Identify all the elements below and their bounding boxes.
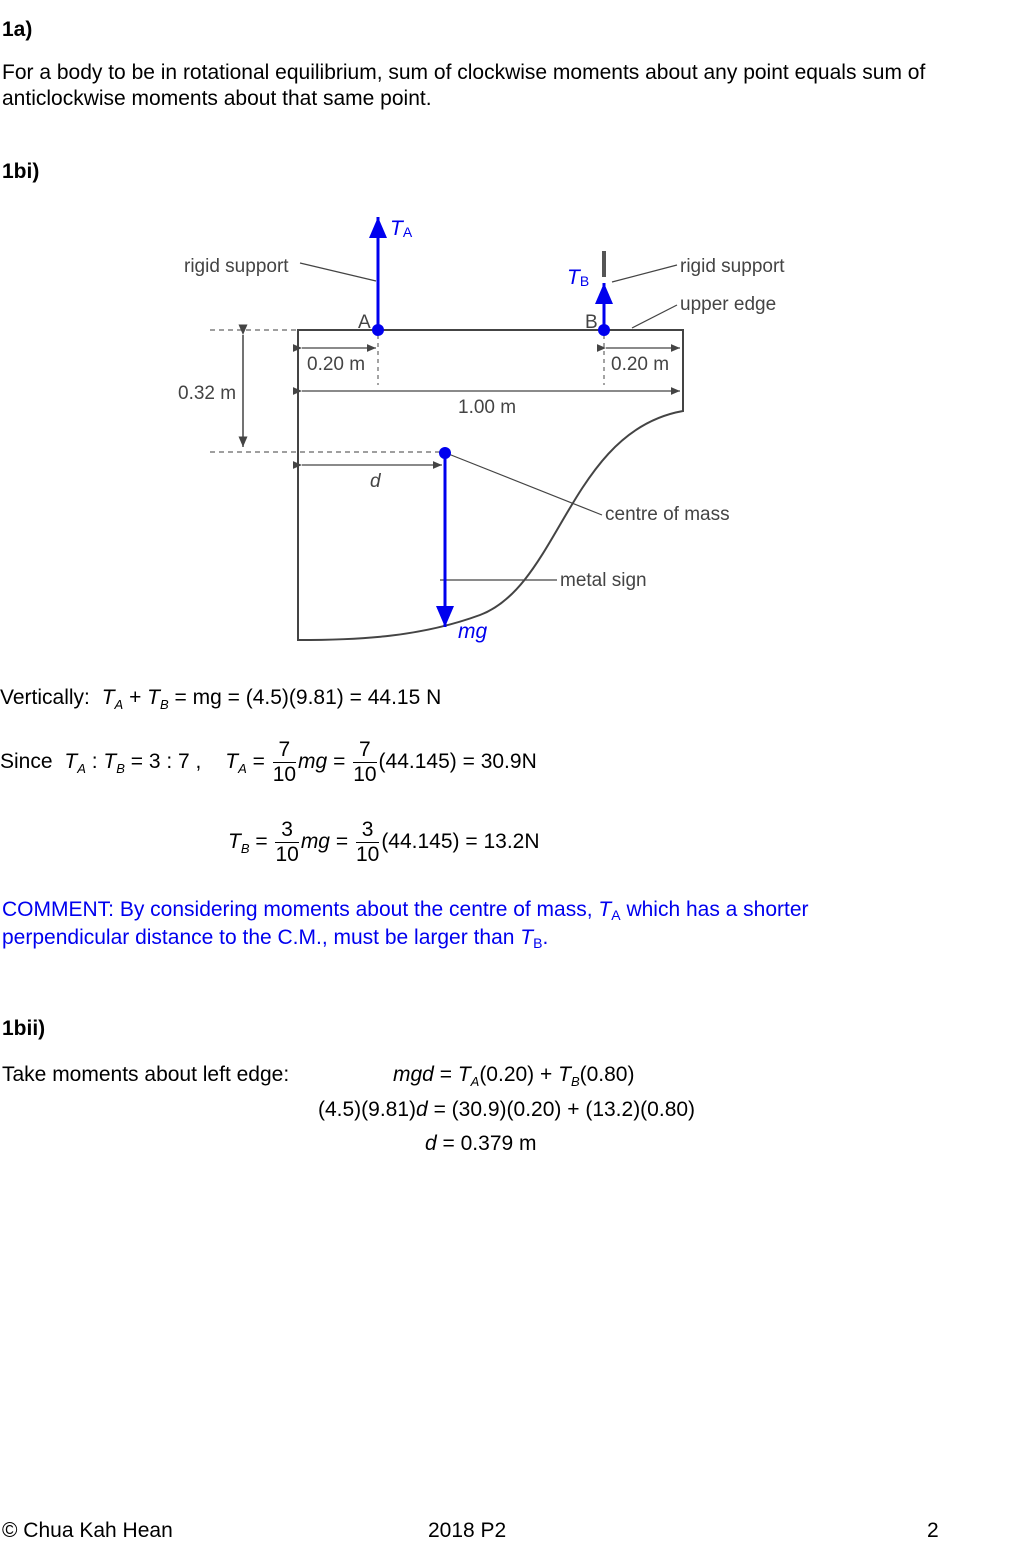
- dim-d-label: d: [370, 471, 381, 492]
- comment-line-1: COMMENT: By considering moments about the centre of mass, TA which has a shorter: [2, 898, 809, 923]
- point-a-dot: [372, 324, 384, 336]
- moments-label: Take moments about left edge:: [2, 1063, 290, 1086]
- heading-1bi: 1bi): [2, 160, 40, 183]
- dim-right-label: 0.20 m: [611, 354, 670, 375]
- sign-outline: [298, 330, 683, 640]
- footer-paper: 2018 P2: [428, 1519, 507, 1542]
- moments-equation-1: mgd = $T_A(0.20) + T_B(0.80)$: [393, 1063, 635, 1089]
- dim-width-label: 1.00 m: [458, 397, 517, 418]
- dim-height-label: 0.32 m: [178, 383, 237, 404]
- weight-label: mg: [458, 620, 488, 643]
- comment-line-2: perpendicular distance to the C.M., must be larger than TB.: [2, 926, 549, 951]
- upper-edge-label: upper edge: [680, 294, 777, 315]
- equation-vertical: Vertically: $T_A + T_B$ = mg = (4.5)(9.81) = 44.15 N: [0, 686, 442, 712]
- point-b-label: B: [585, 312, 598, 333]
- tension-b-label: TB: [567, 266, 590, 289]
- dim-left-label: 0.20 m: [307, 354, 366, 375]
- moments-result: d = 0.379 m: [425, 1132, 537, 1155]
- rigid-support-right-label: rigid support: [680, 256, 785, 277]
- rigid-support-left-label: rigid support: [184, 256, 289, 277]
- heading-1a: 1a): [2, 18, 33, 41]
- centre-of-mass-dot: [439, 447, 451, 459]
- footer-author: © Chua Kah Hean: [2, 1519, 173, 1542]
- point-a-label: A: [358, 312, 371, 333]
- heading-1bii: 1bii): [2, 1017, 46, 1040]
- centre-of-mass-label: centre of mass: [605, 504, 730, 525]
- text-1a: For a body to be in rotational equilibrium, sum of clockwise moments about any point equals sum of anticlockwise moments about that same point.: [2, 61, 926, 110]
- metal-sign-diagram: [0, 195, 1015, 655]
- moments-equation-2: (4.5)(9.81)d = (30.9)(0.20) + (13.2)(0.80): [318, 1098, 696, 1121]
- metal-sign-label: metal sign: [560, 570, 647, 591]
- equation-tb: $T_B$ = $\frac{3}{10}$ mg = $\frac{3}{10}$ (44.145) = 13.2N: [228, 818, 540, 866]
- tension-a-label: TA: [390, 217, 413, 240]
- footer-page-number: 2: [927, 1519, 939, 1542]
- equation-ta: Since $T_A$ : $T_B = 3$ : 7 , $T_A$ = $\frac{7}{10}$ mg = $\frac{7}{10}$ (44.145) = 30.9N: [0, 738, 537, 786]
- point-b-dot: [598, 324, 610, 336]
